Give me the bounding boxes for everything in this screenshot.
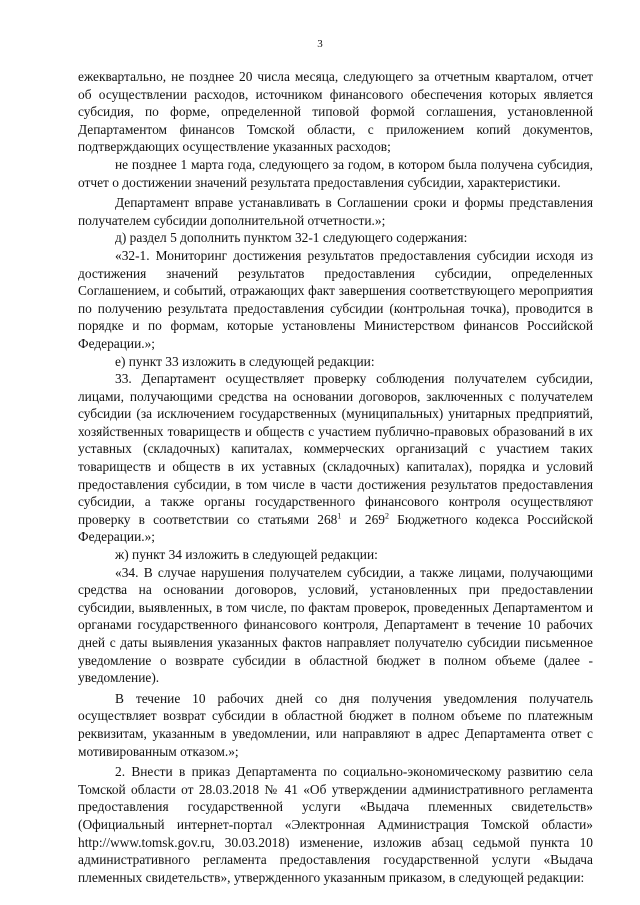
- clause-33-tail: Бюджетного кодекса Российской Федерации.»;: [78, 511, 594, 545]
- clause-33-mid: и 269: [341, 511, 385, 527]
- superscript-269: 2: [384, 511, 389, 521]
- page-number: 3: [317, 38, 323, 50]
- clause-33-text: 33. Департамент осуществляет проверку соблюдения получателем субсидии, лицами, получающими средства на основании договоров, заключенных с получателем субсидии (за исключением государственных (муниципальных) унитарных предприятий, хозяйственных товариществ и обществ с участием публично-правовых образований в их уставных (складочных) капиталах, коммерческих организаций с участием таких товариществ и обществ в их уставных (складочных) капиталах), порядка и условий предоставления субсидии, в том числе в части достижения результатов предоставления субсидии, а также органы государственного финансового контроля осуществляют проверку в соответствии со статьями 268: [78, 371, 593, 527]
- paragraph-item-e: е) пункт 33 изложить в следующей редакции:: [115, 353, 375, 369]
- paragraph-annual-report: не позднее 1 марта года, следующего за годом, в котором была получена субсидия, отчет о достижении значений результата предоставления субсидии, характеристики.: [78, 156, 593, 190]
- paragraph-additional-reporting: Департамент вправе устанавливать в Соглашении сроки и формы представления получателем субсидии дополнительной отчетности.»;: [78, 195, 593, 228]
- paragraph-item-zh: ж) пункт 34 изложить в следующей редакции:: [115, 547, 378, 563]
- paragraph-item-d: д) раздел 5 дополнить пунктом 32-1 следующего содержания:: [115, 230, 468, 246]
- paragraph-clause-34: «34. В случае нарушения получателем субсидии, а также лицами, получающими средства на основании договоров, условий, установленных при предоставлении субсидии, выявленных, в том числе, по фактам проверок, проведенных Департаментом и органами государственного финансового контроля, Департамент в течение 10 рабочих дней с даты выявления указанных фактов направляет получателю субсидии письменное уведомление о возврате субсидии в областной бюджет в полном объеме (далее - уведомление).: [78, 564, 593, 686]
- paragraph-clause-33: [78, 370, 593, 546]
- paragraph-order-amendment: 2. Внести в приказ Департамента по социально-экономическому развитию села Томской области от 28.03.2018 № 41 «Об утверждении административного регламента предоставления государственной услуги «Выдача племенных свидетельств» (Официальный интернет-портал «Электронная Администрация Томской области» http://www.tomsk.gov.ru, 30.03.2018) изменение, изложив абзац седьмой пункта 10 административного регламента предоставления государственной услуги «Выдача племенных свидетельств», утвержденного указанным приказом, в следующей редакции:: [78, 764, 593, 885]
- paragraph-quarterly-report: ежеквартально, не позднее 20 числа месяца, следующего за отчетным кварталом, отчет об осуществлении расходов, источником финансового обеспечения которых является субсидия, по форме, определенной типовой формой соглашения, установленной Департаментом финансов Томской области, с приложением копий документов, подтверждающих осуществление указанных расходов;: [78, 69, 593, 155]
- document-body: [78, 68, 593, 886]
- paragraph-clause-32-1: «32-1. Мониторинг достижения результатов предоставления субсидии исходя из достижения значений результатов предоставления субсидии, определенных Соглашением, и событий, отражающих факт завершения соответствующего мероприятия по получению результата предоставления субсидии (контрольная точка), проводится в порядке и по формам, которые установлены Министерством финансов Российской Федерации.»;: [78, 247, 593, 351]
- superscript-268: 1: [337, 511, 342, 521]
- paragraph-refund: В течение 10 рабочих дней со дня получения уведомления получатель осуществляет возврат субсидии в областной бюджет в полном объеме по платежным реквизитам, указанным в уведомлении, или направляют в адрес Департамента ответ с мотивированным отказом.»;: [78, 690, 593, 759]
